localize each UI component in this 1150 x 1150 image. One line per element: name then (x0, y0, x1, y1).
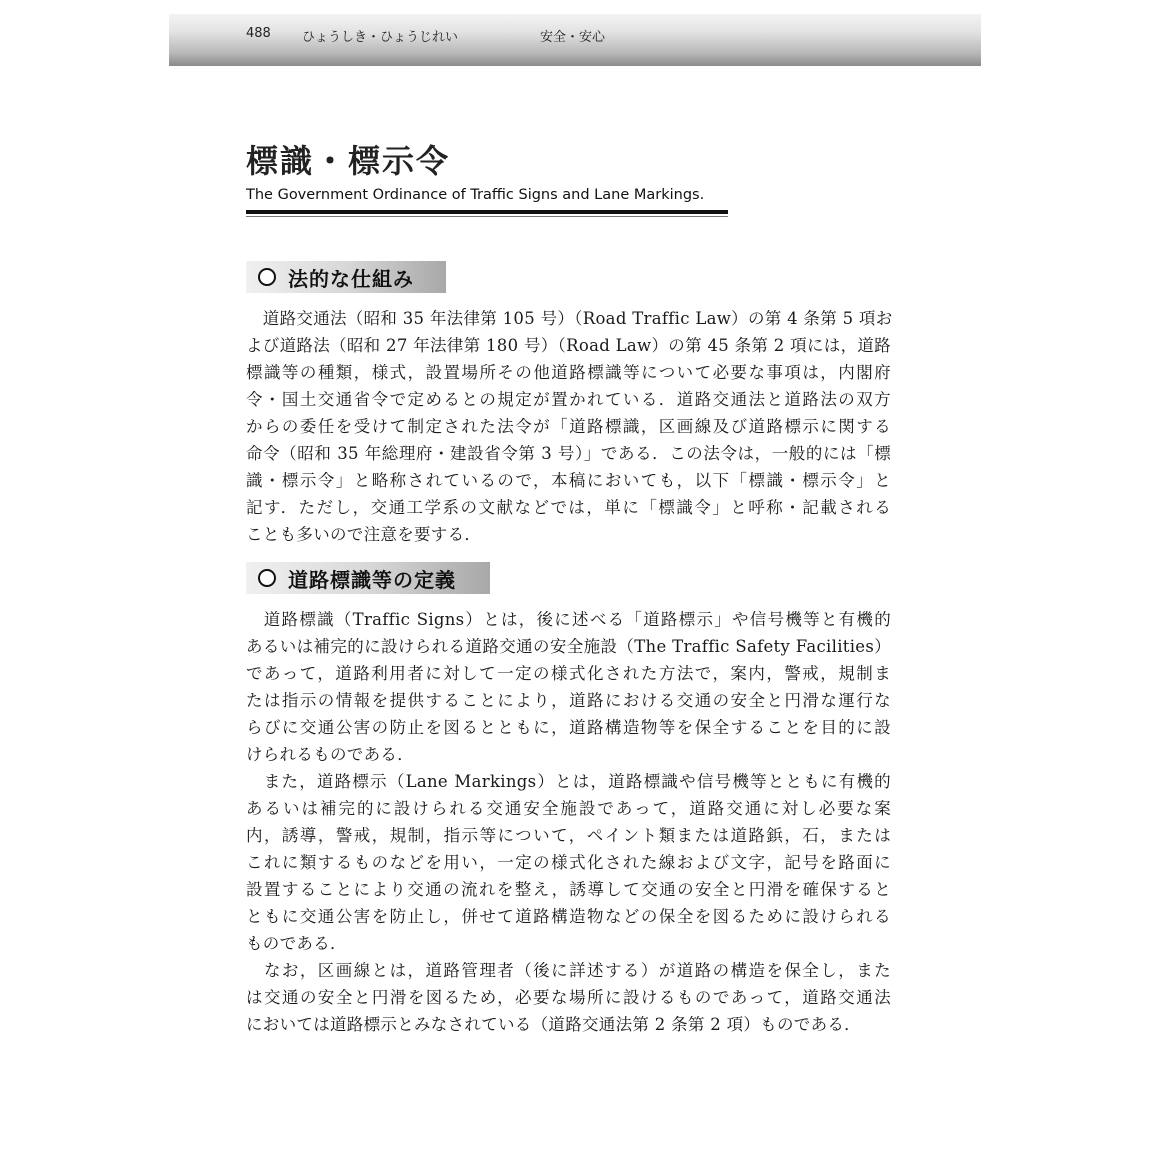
section-heading-definition (246, 562, 490, 594)
section-heading-label: 法的な仕組み (288, 266, 414, 291)
body-line: ともに交通公害を防止し，併せて道路構造物などの保全を図るために設けられる (246, 907, 891, 926)
title-underline-thin (246, 216, 728, 217)
article-title: 標識・標示令 (246, 142, 451, 180)
body-line: 標識等の種類，様式，設置場所その他道路標識等について必要な事項は，内閣府 (246, 363, 891, 382)
body-line: からの委任を受けて制定された法令が「道路標識，区画線及び道路標示に関する (246, 417, 891, 436)
body-line: 内，誘導，警戒，規制，指示等について，ペイント類または道路鋲，石，または (246, 826, 891, 845)
body-line: よび道路法（昭和 27 年法律第 180 号）（Road Law）の第 45 条第 2 項には，道路 (246, 336, 891, 355)
body-line: たは指示の情報を提供することにより，道路における交通の安全と円滑な運行な (246, 691, 891, 710)
body-line: らびに交通公害の防止を図るとともに，道路構造物等を保全することを目的に設 (246, 718, 891, 737)
body-line: ことも多いので注意を要する． (246, 525, 482, 544)
body-line: 設置することにより交通の流れを整え，誘導して交通の安全と円滑を確保すると (246, 880, 891, 899)
body-line: 識・標示令」と略称されているので，本稿においても，以下「標識・標示令」と (246, 471, 891, 490)
circle-bullet-icon (258, 569, 276, 587)
body-line: なお，区画線とは，道路管理者（後に詳述する）が道路の構造を保全し，また (246, 961, 891, 980)
body-line: 命令（昭和 35 年総理府・建設省令第 3 号）」である．この法令は，一般的には「標 (246, 444, 891, 463)
section-heading-label: 道路標識等の定義 (288, 567, 456, 592)
section-body-legal (246, 305, 891, 548)
body-line: は交通の安全と円滑を図るため，必要な場所に設けるものであって，道路交通法 (246, 988, 891, 1007)
running-title: ひょうしき・ひょうじれい (302, 30, 459, 45)
body-line: また，道路標示（Lane Markings）とは，道路標識や信号機等とともに有機的 (246, 772, 891, 791)
section-tag: 安全・安心 (540, 30, 606, 45)
body-line: あるいは補完的に設けられる道路交通の安全施設（The Traffic Safety Facilities） (246, 637, 891, 656)
body-line: であって，道路利用者に対して一定の様式化された方法で，案内，警戒，規制ま (246, 664, 891, 683)
article-subtitle: The Government Ordinance of Traffic Signs and Lane Markings. (246, 187, 705, 203)
page-number: 488 (246, 26, 271, 41)
body-line: ものである． (246, 934, 347, 953)
circle-bullet-icon (258, 268, 276, 286)
body-line: けられるものである． (246, 745, 414, 764)
body-line: 令・国土交通省令で定めるとの規定が置かれている．道路交通法と道路法の双方 (246, 390, 891, 409)
body-line: 道路交通法（昭和 35 年法律第 105 号）（Road Traffic Law）の第 4 条第 5 項お (246, 309, 893, 328)
body-line: あるいは補完的に設けられる交通安全施設であって，道路交通に対し必要な案 (246, 799, 891, 818)
title-underline (246, 210, 728, 214)
body-line: 記す．ただし，交通工学系の文献などでは，単に「標識令」と呼称・記載される (246, 498, 891, 517)
body-line: においては道路標示とみなされている（道路交通法第 2 条第 2 項）ものである． (246, 1015, 861, 1034)
body-line: 道路標識（Traffic Signs）とは，後に述べる「道路標示」や信号機等と有機的 (246, 610, 891, 629)
section-body-definition (246, 606, 891, 1038)
body-line: これに類するものなどを用い，一定の様式化された線および文字，記号を路面に (246, 853, 891, 872)
section-heading-legal (246, 261, 446, 293)
